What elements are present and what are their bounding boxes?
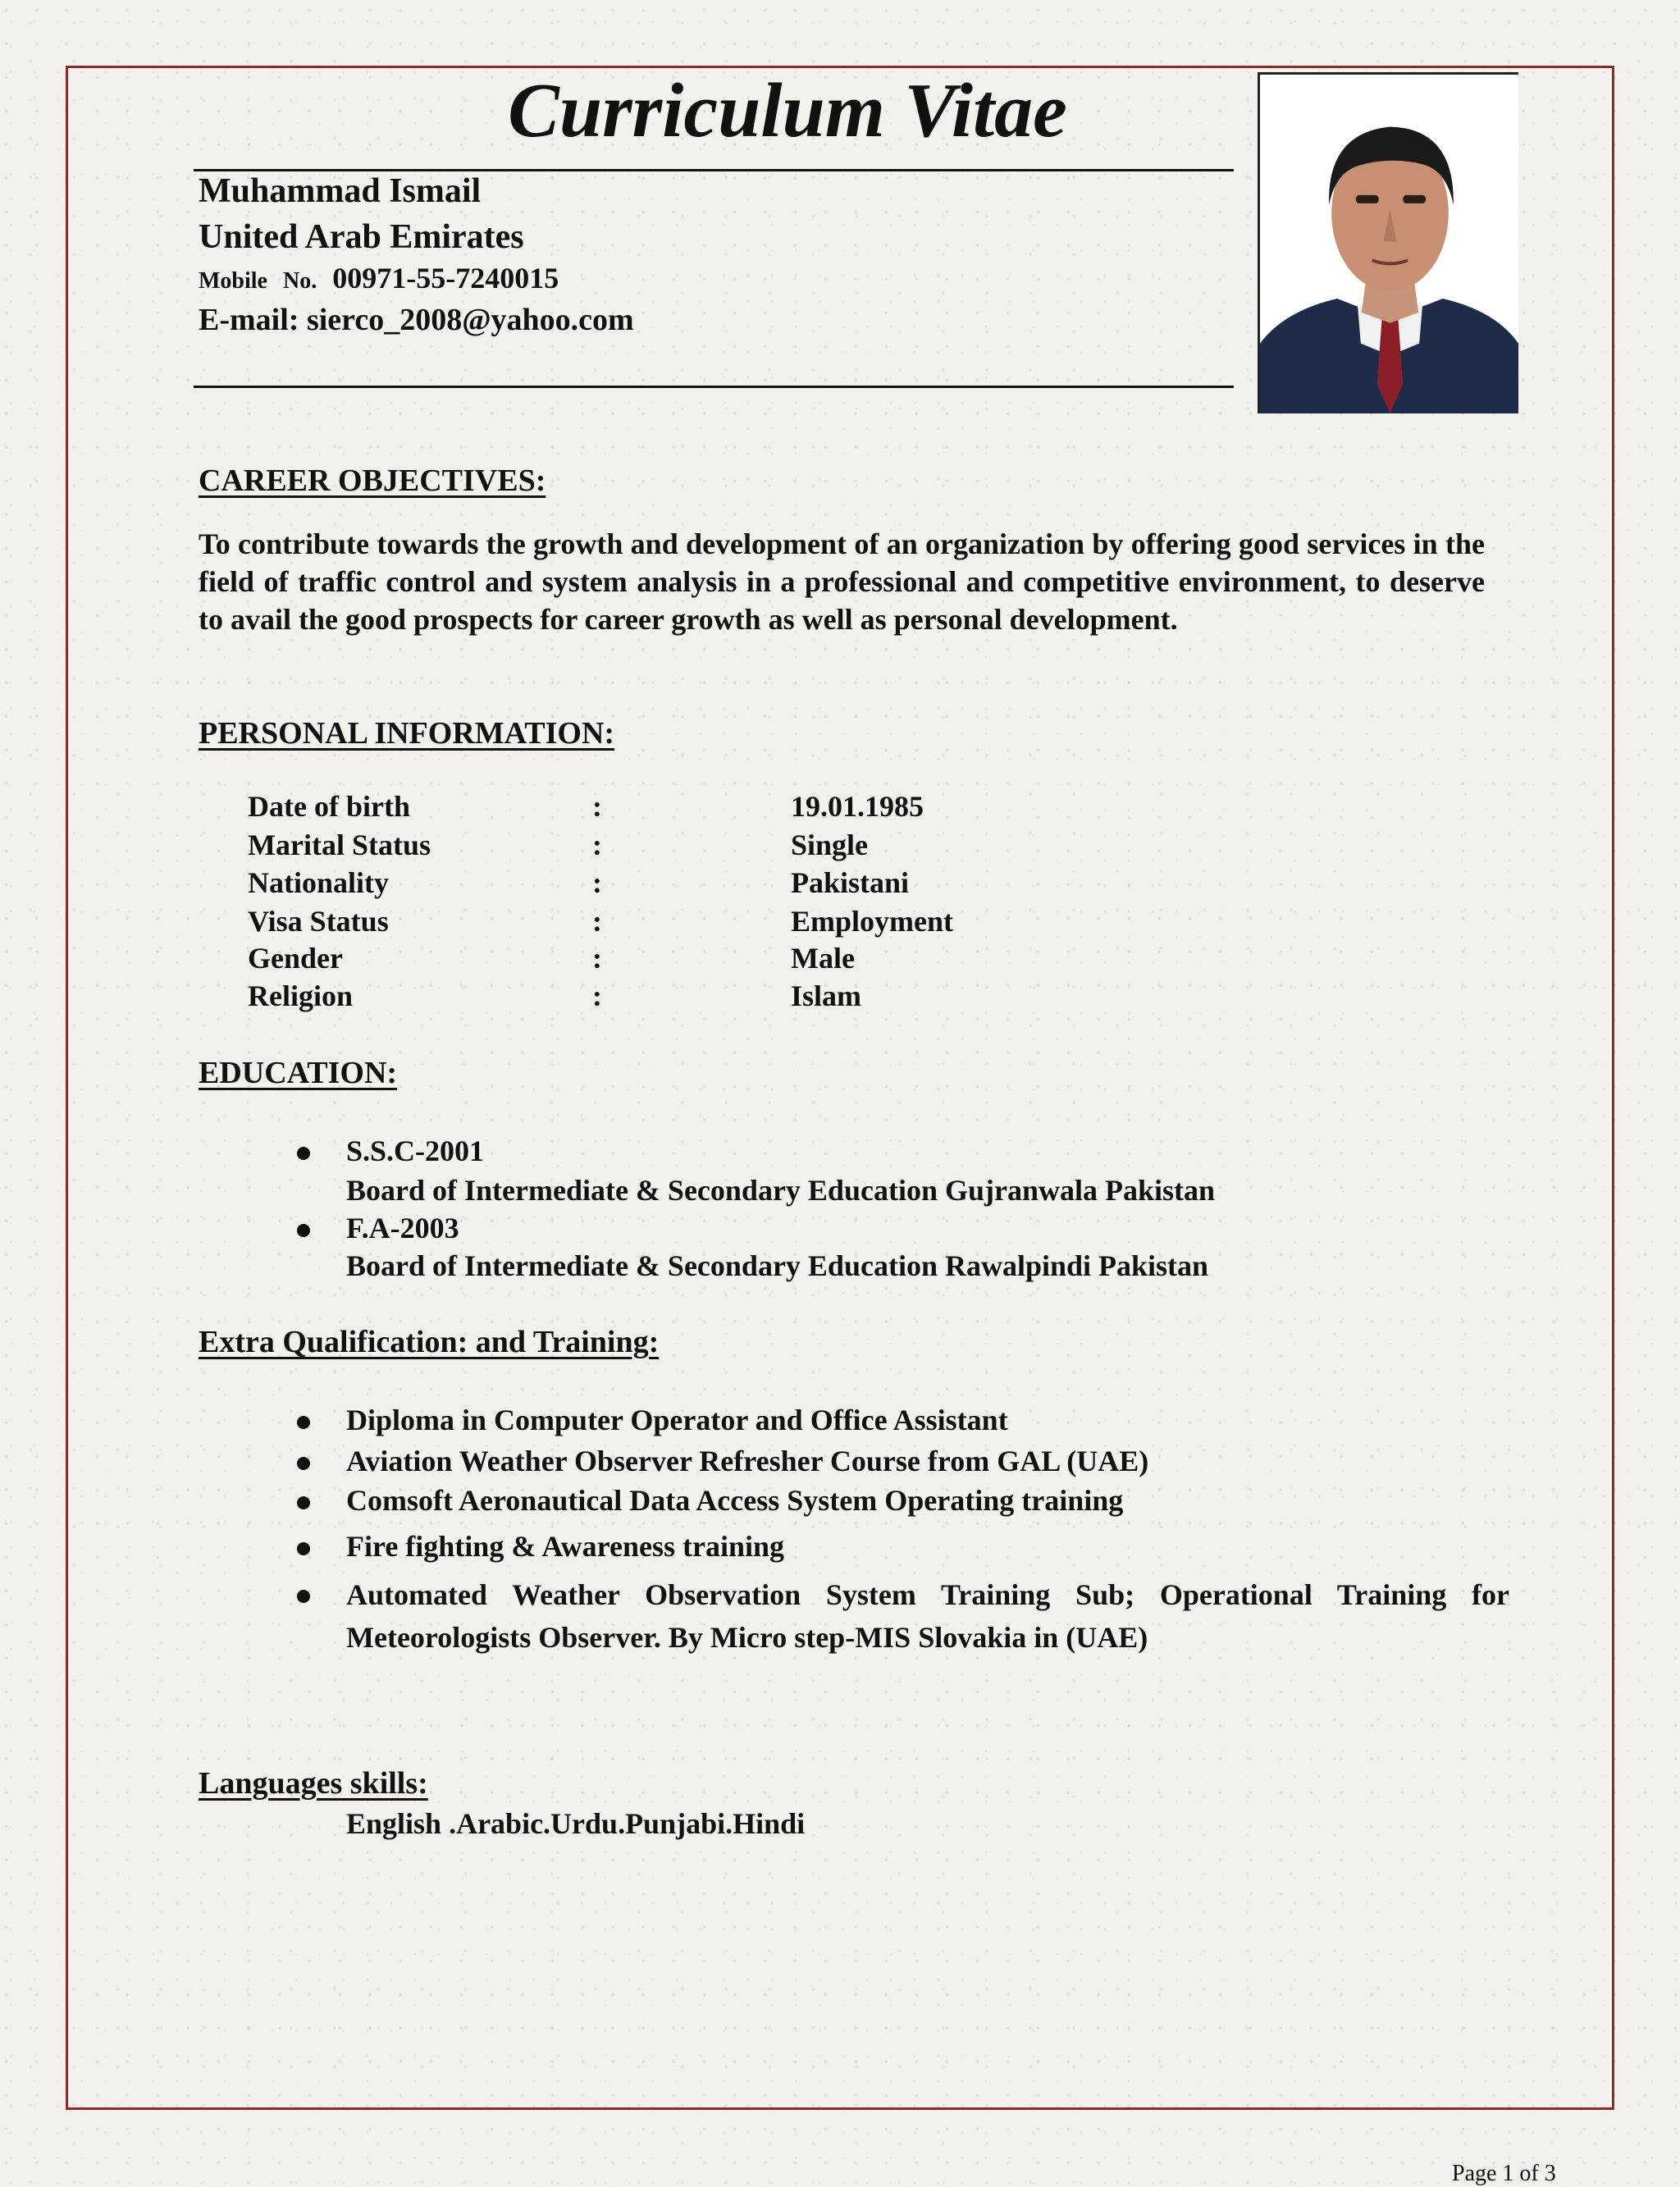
mobile-line xyxy=(199,261,559,295)
personal-row xyxy=(248,904,1068,942)
page-number: Page 1 of 3 xyxy=(1452,2161,1556,2186)
bullet-icon xyxy=(297,1590,310,1603)
personal-row xyxy=(248,865,1068,903)
profile-photo xyxy=(1258,72,1518,413)
personal-row xyxy=(248,979,1068,1016)
candidate-location: United Arab Emirates xyxy=(199,218,524,256)
bullet-icon xyxy=(297,1224,310,1237)
personal-row-label: Date of birth xyxy=(248,790,410,823)
languages-heading: Languages skills: xyxy=(199,1766,428,1801)
personal-row-value: Employment xyxy=(791,905,953,938)
bullet-icon xyxy=(297,1496,310,1509)
personal-row-value: Single xyxy=(791,829,869,861)
qualification-item: Fire fighting & Awareness training xyxy=(346,1530,784,1563)
qualification-item: Diploma in Computer Operator and Office Assistant xyxy=(346,1404,1008,1436)
mobile-label: Mobile xyxy=(199,268,267,294)
education-item-detail: Board of Intermediate & Secondary Education Gujranwala Pakistan xyxy=(346,1174,1216,1207)
education-item-title: F.A-2003 xyxy=(346,1212,459,1244)
qualification-item: Aviation Weather Observer Refresher Course from GAL (UAE) xyxy=(346,1445,1149,1477)
personal-row xyxy=(248,828,1068,865)
qualification-item: Automated Weather Observation System Training Sub; Operational Training for Meteorologists Observer. By Micro step-MIS Slovakia in (UAE) xyxy=(346,1578,1509,1654)
personal-row-value: 19.01.1985 xyxy=(791,790,924,823)
mobile-no-label: No. xyxy=(283,268,317,294)
education-item-detail: Board of Intermediate & Secondary Education Rawalpindi Pakistan xyxy=(346,1249,1209,1282)
bullet-icon xyxy=(297,1416,310,1429)
personal-row-label: Gender xyxy=(248,942,343,975)
personal-row-label: Visa Status xyxy=(248,905,389,938)
personal-row-colon: : xyxy=(592,942,602,975)
personal-row xyxy=(248,789,1068,827)
extra-qualification-heading: Extra Qualification: and Training: xyxy=(199,1325,660,1359)
languages-list: English .Arabic.Urdu.Punjabi.Hindi xyxy=(346,1807,806,1840)
education-heading: EDUCATION: xyxy=(199,1056,398,1090)
personal-row-label: Nationality xyxy=(248,866,390,899)
header-divider xyxy=(194,386,1234,388)
bullet-icon xyxy=(297,1542,310,1555)
personal-information-heading: PERSONAL INFORMATION: xyxy=(199,716,615,751)
email-line xyxy=(199,302,634,338)
mobile-number: 00971-55-7240015 xyxy=(332,262,559,294)
personal-row-colon: : xyxy=(592,905,602,938)
bullet-icon xyxy=(297,1457,310,1470)
personal-row xyxy=(248,941,1068,979)
personal-row-colon: : xyxy=(592,829,602,861)
title-divider xyxy=(194,169,1234,171)
personal-row-label: Religion xyxy=(248,979,354,1012)
education-item-title: S.S.C-2001 xyxy=(346,1135,485,1167)
qualification-item: Comsoft Aeronautical Data Access System Operating training xyxy=(346,1484,1124,1517)
personal-row-colon: : xyxy=(592,790,602,823)
portrait-image xyxy=(1260,75,1518,413)
career-objectives-heading: CAREER OBJECTIVES: xyxy=(199,463,546,498)
personal-row-value: Pakistani xyxy=(791,866,910,899)
personal-row-colon: : xyxy=(592,979,602,1012)
candidate-name: Muhammad Ismail xyxy=(199,172,482,210)
personal-row-value: Male xyxy=(791,942,855,975)
email-address[interactable]: sierco_2008@yahoo.com xyxy=(306,303,634,337)
personal-row-value: Islam xyxy=(791,979,862,1012)
bullet-icon xyxy=(297,1147,310,1160)
document-title: Curriculum Vitae xyxy=(508,68,1067,153)
personal-row-colon: : xyxy=(592,866,602,899)
personal-row-label: Marital Status xyxy=(248,829,431,861)
career-objectives-text: To contribute towards the growth and development of an organization by offering good services in the field of traffic control and system analysis in a professional and competitive environment, to deserve to avail the good prospects for career growth as well as personal development. xyxy=(199,527,1485,636)
email-label: E-mail: xyxy=(199,303,299,337)
